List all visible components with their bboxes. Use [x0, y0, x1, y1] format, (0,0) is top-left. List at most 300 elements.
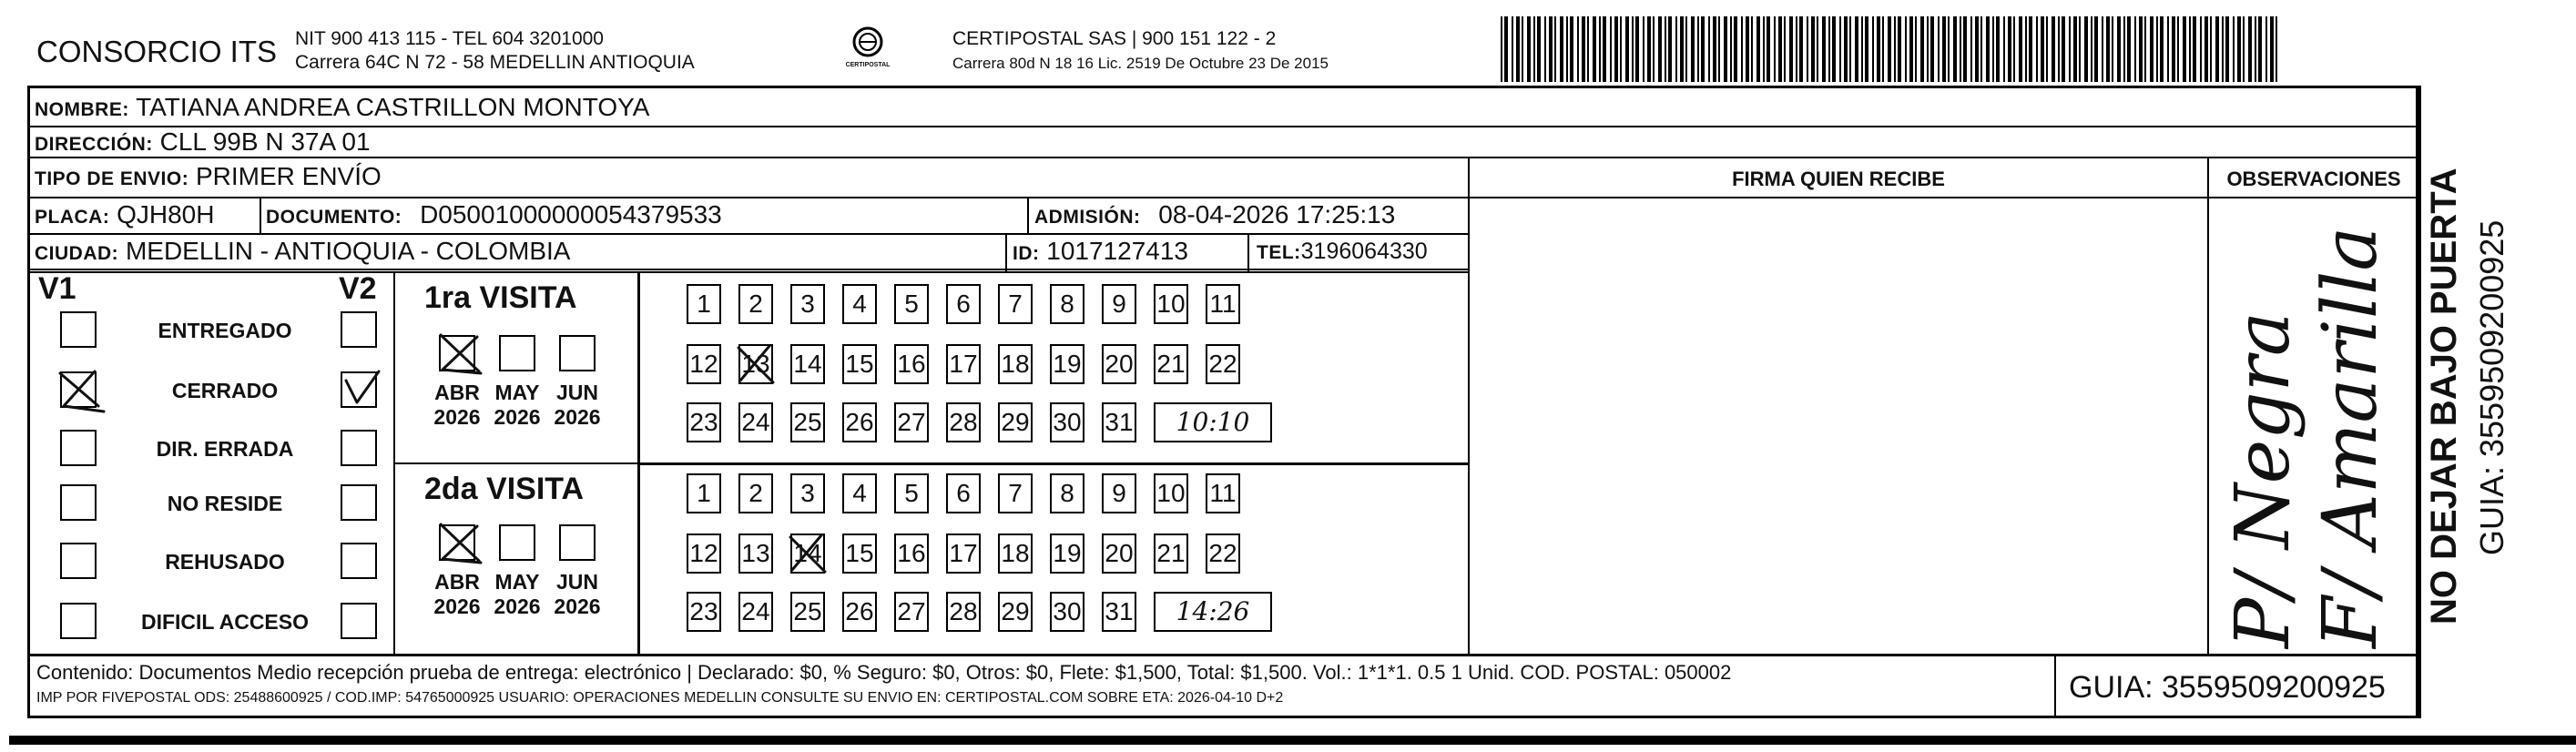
barcode-bar: [2084, 16, 2088, 82]
visit-time-box[interactable]: 10:10: [1154, 402, 1272, 442]
barcode-bar: [2091, 16, 2092, 82]
barcode-bar: [1724, 16, 1727, 82]
day-box[interactable]: 18: [998, 344, 1033, 384]
barcode-bar: [1839, 16, 1841, 82]
barcode-bar: [2073, 16, 2077, 82]
day-box[interactable]: 4: [842, 473, 877, 513]
status-label: ENTREGADO: [158, 319, 292, 342]
barcode-bar: [2243, 16, 2245, 82]
ciudad-label: CIUDAD:: [35, 243, 119, 264]
barcode-bar: [1915, 16, 1917, 82]
observation-line-2: F/ Amarilla: [2307, 226, 2394, 648]
barcode-bar: [2052, 16, 2055, 82]
day-box[interactable]: 22: [1206, 344, 1240, 384]
barcode-bar: [1927, 16, 1929, 82]
barcode-bar: [2019, 16, 2022, 82]
day-box[interactable]: 8: [1050, 473, 1084, 513]
day-box[interactable]: 6: [946, 473, 981, 513]
barcode-bar: [1504, 16, 1508, 82]
v2-checkbox[interactable]: [341, 430, 377, 466]
barcode-bar: [1789, 16, 1793, 82]
barcode-bar: [1894, 16, 1896, 82]
day-box[interactable]: 11: [1206, 473, 1240, 513]
id-field: [1013, 237, 1188, 266]
barcode-bar: [1784, 16, 1786, 82]
barcode-bar: [2058, 16, 2060, 82]
day-check-mark: [785, 528, 832, 579]
barcode-bar: [1942, 16, 1946, 82]
barcode-bar: [2041, 16, 2044, 82]
day-box[interactable]: 22: [1206, 534, 1240, 574]
barcode-bar: [1675, 16, 1677, 82]
barcode-bar: [1527, 16, 1531, 82]
barcode-bar: [1888, 16, 1891, 82]
barcode-bar: [2127, 16, 2131, 82]
barcode-bar: [2008, 16, 2011, 82]
day-box[interactable]: 2: [738, 284, 773, 324]
barcode-bar: [1930, 16, 1934, 82]
admision-value: 08-04-2026 17:25:13: [1158, 200, 1396, 229]
status-label: REHUSADO: [165, 550, 285, 574]
footer-print-info: IMP POR FIVEPOSTAL ODS: 25488600925 / COD.IMP: 54765000925 USUARIO: OPERACIONES MEDELLIN CONSULTE SU ENVIO EN: CERTIPOSTAL.COM SOBRE ETA: 2026-04-10 D+2: [36, 690, 1284, 706]
barcode-bar: [1603, 16, 1606, 82]
month-label: [488, 570, 546, 619]
month-label: [548, 570, 606, 619]
month-year: 2026: [494, 594, 541, 618]
day-box[interactable]: 21: [1154, 344, 1188, 384]
barcode-bar: [2167, 16, 2169, 82]
barcode-bar: [1751, 16, 1753, 82]
day-box[interactable]: 12: [687, 344, 721, 384]
barcode-bar: [1620, 16, 1622, 82]
ciudad-value: MEDELLIN - ANTIOQUIA - COLOMBIA: [125, 237, 571, 265]
day-box[interactable]: 20: [1102, 534, 1136, 574]
day-box[interactable]: 21: [1154, 534, 1188, 574]
barcode-bar: [1778, 16, 1782, 82]
barcode-bar: [1614, 16, 1618, 82]
month-name: ABR: [434, 381, 480, 404]
barcode-bar: [1855, 16, 1858, 82]
month-name: MAY: [494, 570, 540, 594]
barcode-bar: [1992, 16, 1994, 82]
day-box[interactable]: 25: [790, 592, 825, 632]
day-box[interactable]: 11: [1206, 284, 1240, 324]
barcode-bar: [1970, 16, 1972, 82]
day-box[interactable]: 20: [1102, 344, 1136, 384]
barcode-bar: [2144, 16, 2146, 82]
barcode-bar: [1691, 16, 1695, 82]
day-box[interactable]: 1: [687, 473, 721, 513]
status-label: CERRADO: [171, 379, 279, 402]
placa-value: QJH80H: [117, 200, 215, 229]
barcode-bar: [2069, 16, 2071, 82]
barcode-bar: [1948, 16, 1950, 82]
day-box[interactable]: 9: [1102, 284, 1136, 324]
barcode-bar: [1905, 16, 1907, 82]
barcode-bar: [1647, 16, 1651, 82]
barcode-bar: [1635, 16, 1639, 82]
day-box[interactable]: 2: [738, 473, 773, 513]
barcode-bar: [2172, 16, 2175, 82]
month-checkbox[interactable]: [499, 524, 535, 561]
barcode-bar: [1610, 16, 1612, 82]
barcode-bar: [1872, 16, 1874, 82]
barcode-bar: [1734, 16, 1737, 82]
barcode-bar: [1767, 16, 1770, 82]
day-box[interactable]: 29: [998, 592, 1033, 632]
barcode-bar: [1587, 16, 1589, 82]
barcode-bar: [1756, 16, 1760, 82]
barcode-bar: [2210, 16, 2212, 82]
barcode-bar: [2258, 16, 2262, 82]
direccion-value: CLL 99B N 37A 01: [159, 127, 371, 156]
barcode-bar: [1817, 16, 1818, 82]
tipo-envio-label: TIPO DE ENVIO:: [35, 168, 189, 189]
barcode-bar: [1844, 16, 1848, 82]
documento-field: [266, 200, 722, 229]
month-year: 2026: [433, 594, 481, 618]
day-box[interactable]: 7: [998, 284, 1033, 324]
placa-field: [35, 200, 214, 229]
month-name: ABR: [434, 570, 480, 594]
barcode-bar: [1828, 16, 1830, 82]
day-box[interactable]: 25: [790, 402, 825, 442]
barcode-bar: [2215, 16, 2219, 82]
month-checkbox[interactable]: [559, 335, 596, 371]
barcode-bar: [2222, 16, 2224, 82]
barcode-bar: [1544, 16, 1546, 82]
documento-label: DOCUMENTO:: [266, 207, 402, 228]
barcode-bar: [1713, 16, 1716, 82]
visit-time-box[interactable]: 14:26: [1154, 592, 1272, 632]
day-box[interactable]: 19: [1050, 344, 1084, 384]
company-address: Carrera 64C N 72 - 58 MEDELLIN ANTIOQUIA: [295, 52, 695, 73]
v1-checkbox[interactable]: [60, 311, 97, 348]
barcode-bar: [1898, 16, 1901, 82]
barcode-bar: [2025, 16, 2027, 82]
barcode-bar: [2062, 16, 2065, 82]
v1-header: V1: [38, 271, 76, 306]
day-box[interactable]: 28: [946, 402, 981, 442]
barcode-bar: [1625, 16, 1629, 82]
barcode-bar: [2003, 16, 2005, 82]
footer-content: Contenido: Documentos Medio recepción prueba de entrega: electrónico | Declarado: $0, % Seguro: $0, Otros: $0, Flete: $1,500, Total: $1,500. Vol.: 1*1*1. 0.5 1 Unid. COD. POSTAL: 050002: [36, 661, 1732, 684]
barcode-bar: [1807, 16, 1808, 82]
barcode-bar: [1577, 16, 1579, 82]
barcode-bar: [1680, 16, 1684, 82]
barcode-bar: [1953, 16, 1957, 82]
day-box[interactable]: 5: [894, 284, 929, 324]
day-box[interactable]: 26: [842, 402, 877, 442]
barcode-bar: [2276, 16, 2277, 82]
day-box[interactable]: 27: [894, 402, 929, 442]
barcode-bar: [1832, 16, 1836, 82]
company-name: CONSORCIO ITS: [36, 35, 278, 68]
day-box[interactable]: 23: [687, 592, 721, 632]
day-box[interactable]: 31: [1102, 402, 1136, 442]
barcode-bar: [2160, 16, 2164, 82]
month-check-mark: [432, 328, 486, 379]
footer-guia: GUIA: 3559509200925: [2069, 670, 2386, 705]
firma-header: FIRMA QUIEN RECIBE: [1732, 168, 1945, 190]
barcode-bar: [2139, 16, 2143, 82]
month-checkbox[interactable]: [499, 335, 535, 371]
month-year: 2026: [554, 594, 601, 618]
v1-checkbox[interactable]: [60, 484, 97, 521]
barcode-bar: [1593, 16, 1596, 82]
barcode-bar: [2029, 16, 2032, 82]
month-year: 2026: [494, 405, 541, 429]
tipo-envio-value: PRIMER ENVÍO: [195, 162, 382, 190]
observation-handwriting: [2220, 227, 2395, 648]
day-box[interactable]: 15: [842, 534, 877, 574]
day-box[interactable]: 7: [998, 473, 1033, 513]
barcode-bar: [1882, 16, 1884, 82]
carrier-address: Carrera 80d N 18 16 Lic. 2519 De Octubre 23 De 2015: [952, 55, 1329, 72]
day-box[interactable]: 30: [1050, 402, 1084, 442]
barcode-bar: [1701, 16, 1705, 82]
barcode-bar: [1811, 16, 1815, 82]
direccion-label: DIRECCIÓN:: [35, 134, 153, 155]
barcode-bar: [2225, 16, 2229, 82]
id-value: 1017127413: [1046, 237, 1189, 265]
barcode-bar: [2233, 16, 2235, 82]
month-label: [428, 570, 486, 619]
month-label: [548, 381, 606, 430]
day-box[interactable]: 17: [946, 534, 981, 574]
ciudad-field: [35, 237, 570, 266]
day-check-mark: [733, 339, 780, 390]
barcode-bar: [1653, 16, 1655, 82]
day-box[interactable]: 24: [738, 402, 773, 442]
barcode-bar: [2106, 16, 2110, 82]
status-label: DIR. ERRADA: [156, 437, 294, 461]
barcode-bar: [1799, 16, 1803, 82]
barcode-bar: [2183, 16, 2186, 82]
day-box[interactable]: 14: [790, 534, 825, 574]
day-box[interactable]: 23: [687, 402, 721, 442]
side-warning: NO DEJAR BAJO PUERTA: [2424, 168, 2464, 625]
barcode-bar: [2189, 16, 2191, 82]
barcode-bar: [2156, 16, 2158, 82]
barcode-bar: [2177, 16, 2179, 82]
day-box[interactable]: 13: [738, 534, 773, 574]
barcode-bar: [2255, 16, 2256, 82]
barcode-bar: [2265, 16, 2267, 82]
v2-checkbox[interactable]: [341, 603, 377, 639]
day-box[interactable]: 12: [687, 534, 721, 574]
barcode-bar: [1522, 16, 1523, 82]
day-box[interactable]: 3: [790, 473, 825, 513]
day-box[interactable]: 14: [790, 344, 825, 384]
tel-value: 3196064330: [1300, 239, 1428, 264]
side-guia: GUIA: 3559509200925: [2473, 219, 2510, 555]
barcode-bar: [1718, 16, 1720, 82]
day-box[interactable]: 30: [1050, 592, 1084, 632]
barcode-bar: [1849, 16, 1851, 82]
barcode-bar: [1560, 16, 1563, 82]
barcode-bar: [1512, 16, 1513, 82]
day-box[interactable]: 1: [687, 284, 721, 324]
barcode: [1501, 16, 2284, 82]
barcode-bar: [1570, 16, 1573, 82]
day-box[interactable]: 9: [1102, 473, 1136, 513]
v2-checkbox[interactable]: [341, 311, 377, 348]
barcode-bar: [1746, 16, 1749, 82]
tel-field: [1257, 239, 1428, 265]
day-box[interactable]: 10: [1154, 284, 1188, 324]
barcode-bar: [1920, 16, 1924, 82]
barcode-bar: [2046, 16, 2048, 82]
barcode-bar: [1632, 16, 1634, 82]
admision-field: [1034, 200, 1395, 229]
barcode-bar: [1822, 16, 1826, 82]
barcode-bar: [1763, 16, 1765, 82]
barcode-bar: [1537, 16, 1541, 82]
month-checkbox[interactable]: [559, 524, 596, 561]
barcode-bar: [2102, 16, 2103, 82]
barcode-bar: [1658, 16, 1662, 82]
barcode-bar: [2193, 16, 2196, 82]
barcode-bar: [1685, 16, 1687, 82]
barcode-bar: [1668, 16, 1672, 82]
barcode-bar: [1533, 16, 1535, 82]
barcode-bar: [2094, 16, 2098, 82]
day-box[interactable]: 17: [946, 344, 981, 384]
day-box[interactable]: 15: [842, 344, 877, 384]
visit1-title: 1ra VISITA: [424, 280, 577, 315]
barcode-bar: [1708, 16, 1710, 82]
day-box[interactable]: 18: [998, 534, 1033, 574]
day-box[interactable]: 29: [998, 402, 1033, 442]
barcode-bar: [1554, 16, 1556, 82]
day-box[interactable]: 16: [894, 344, 929, 384]
admision-label: ADMISIÓN:: [1034, 207, 1141, 228]
barcode-bar: [2112, 16, 2113, 82]
placa-label: PLACA:: [35, 207, 110, 228]
barcode-bar: [1549, 16, 1553, 82]
logo-text: CERTIPOSTAL: [845, 62, 891, 68]
direccion-field: [35, 127, 371, 157]
barcode-bar: [2013, 16, 2015, 82]
signature-area[interactable]: [1471, 198, 2205, 652]
day-box[interactable]: 6: [946, 284, 981, 324]
barcode-bar: [1665, 16, 1666, 82]
observaciones-header: OBSERVACIONES: [2226, 168, 2401, 190]
barcode-bar: [2036, 16, 2038, 82]
barcode-bar: [2270, 16, 2274, 82]
observation-line-1: P/ Negra: [2220, 311, 2306, 648]
barcode-bar: [1516, 16, 1520, 82]
visit2-title: 2da VISITA: [424, 472, 585, 506]
barcode-bar: [1963, 16, 1967, 82]
v2-checkbox[interactable]: [341, 543, 377, 579]
barcode-bar: [1877, 16, 1880, 82]
barcode-bar: [2134, 16, 2136, 82]
day-box[interactable]: 10: [1154, 473, 1188, 513]
day-box[interactable]: 3: [790, 284, 825, 324]
barcode-bar: [1960, 16, 1961, 82]
company-nit: NIT 900 413 115 - TEL 604 3201000: [295, 28, 604, 49]
barcode-bar: [1730, 16, 1732, 82]
day-box[interactable]: 19: [1050, 534, 1084, 574]
barcode-bar: [2117, 16, 2121, 82]
carrier-name: CERTIPOSTAL SAS | 900 151 122 - 2: [952, 28, 1277, 49]
barcode-bar: [2248, 16, 2252, 82]
month-check-mark: [432, 517, 486, 568]
barcode-bar: [1909, 16, 1913, 82]
barcode-bar: [1980, 16, 1982, 82]
tel-label: TEL:: [1257, 242, 1301, 263]
barcode-bar: [1861, 16, 1863, 82]
v2-checkbox[interactable]: [341, 484, 377, 521]
month-year: 2026: [554, 405, 601, 429]
barcode-bar: [1599, 16, 1601, 82]
day-box[interactable]: 26: [842, 592, 877, 632]
barcode-bar: [1566, 16, 1568, 82]
day-box[interactable]: 4: [842, 284, 877, 324]
v1-checkbox[interactable]: [60, 603, 97, 639]
barcode-bar: [1865, 16, 1868, 82]
v1-check-mark: [53, 364, 109, 417]
barcode-bar: [1996, 16, 2000, 82]
barcode-bar: [2150, 16, 2153, 82]
barcode-bar: [2237, 16, 2241, 82]
barcode-bar: [1796, 16, 1797, 82]
barcode-bar: [2204, 16, 2208, 82]
day-box[interactable]: 16: [894, 534, 929, 574]
v1-checkbox[interactable]: [60, 543, 97, 579]
barcode-bar: [2200, 16, 2202, 82]
nombre-value: TATIANA ANDREA CASTRILLON MONTOYA: [136, 93, 650, 121]
undefined: [339, 366, 384, 413]
day-box[interactable]: 5: [894, 473, 929, 513]
barcode-bar: [1582, 16, 1585, 82]
status-label: DIFICIL ACCESO: [140, 610, 309, 634]
id-label: ID:: [1013, 243, 1040, 264]
month-name: JUN: [555, 381, 598, 404]
month-year: 2026: [433, 405, 481, 429]
tipo-envio-field: [35, 162, 382, 191]
day-box[interactable]: 28: [946, 592, 981, 632]
day-box[interactable]: 8: [1050, 284, 1084, 324]
barcode-bar: [1774, 16, 1776, 82]
v2-header: V2: [339, 271, 377, 306]
nombre-label: NOMBRE:: [35, 99, 129, 120]
barcode-bar: [1741, 16, 1743, 82]
barcode-bar: [1643, 16, 1644, 82]
barcode-bar: [2079, 16, 2081, 82]
certipostal-logo: [836, 24, 900, 78]
day-box[interactable]: 24: [738, 592, 773, 632]
barcode-bar: [1697, 16, 1699, 82]
month-name: JUN: [555, 570, 598, 594]
day-box[interactable]: 31: [1102, 592, 1136, 632]
documento-value: D05001000000054379533: [420, 200, 722, 229]
barcode-bar: [1501, 16, 1502, 82]
barcode-bar: [1938, 16, 1940, 82]
barcode-bar: [1986, 16, 1990, 82]
barcode-bar: [1975, 16, 1979, 82]
month-label: [428, 381, 486, 430]
v1-checkbox[interactable]: [60, 430, 97, 466]
day-box[interactable]: 13: [738, 344, 773, 384]
month-label: [488, 381, 546, 430]
month-name: MAY: [494, 381, 540, 404]
barcode-bar: [2123, 16, 2125, 82]
nombre-field: [35, 93, 649, 122]
day-box[interactable]: 27: [894, 592, 929, 632]
